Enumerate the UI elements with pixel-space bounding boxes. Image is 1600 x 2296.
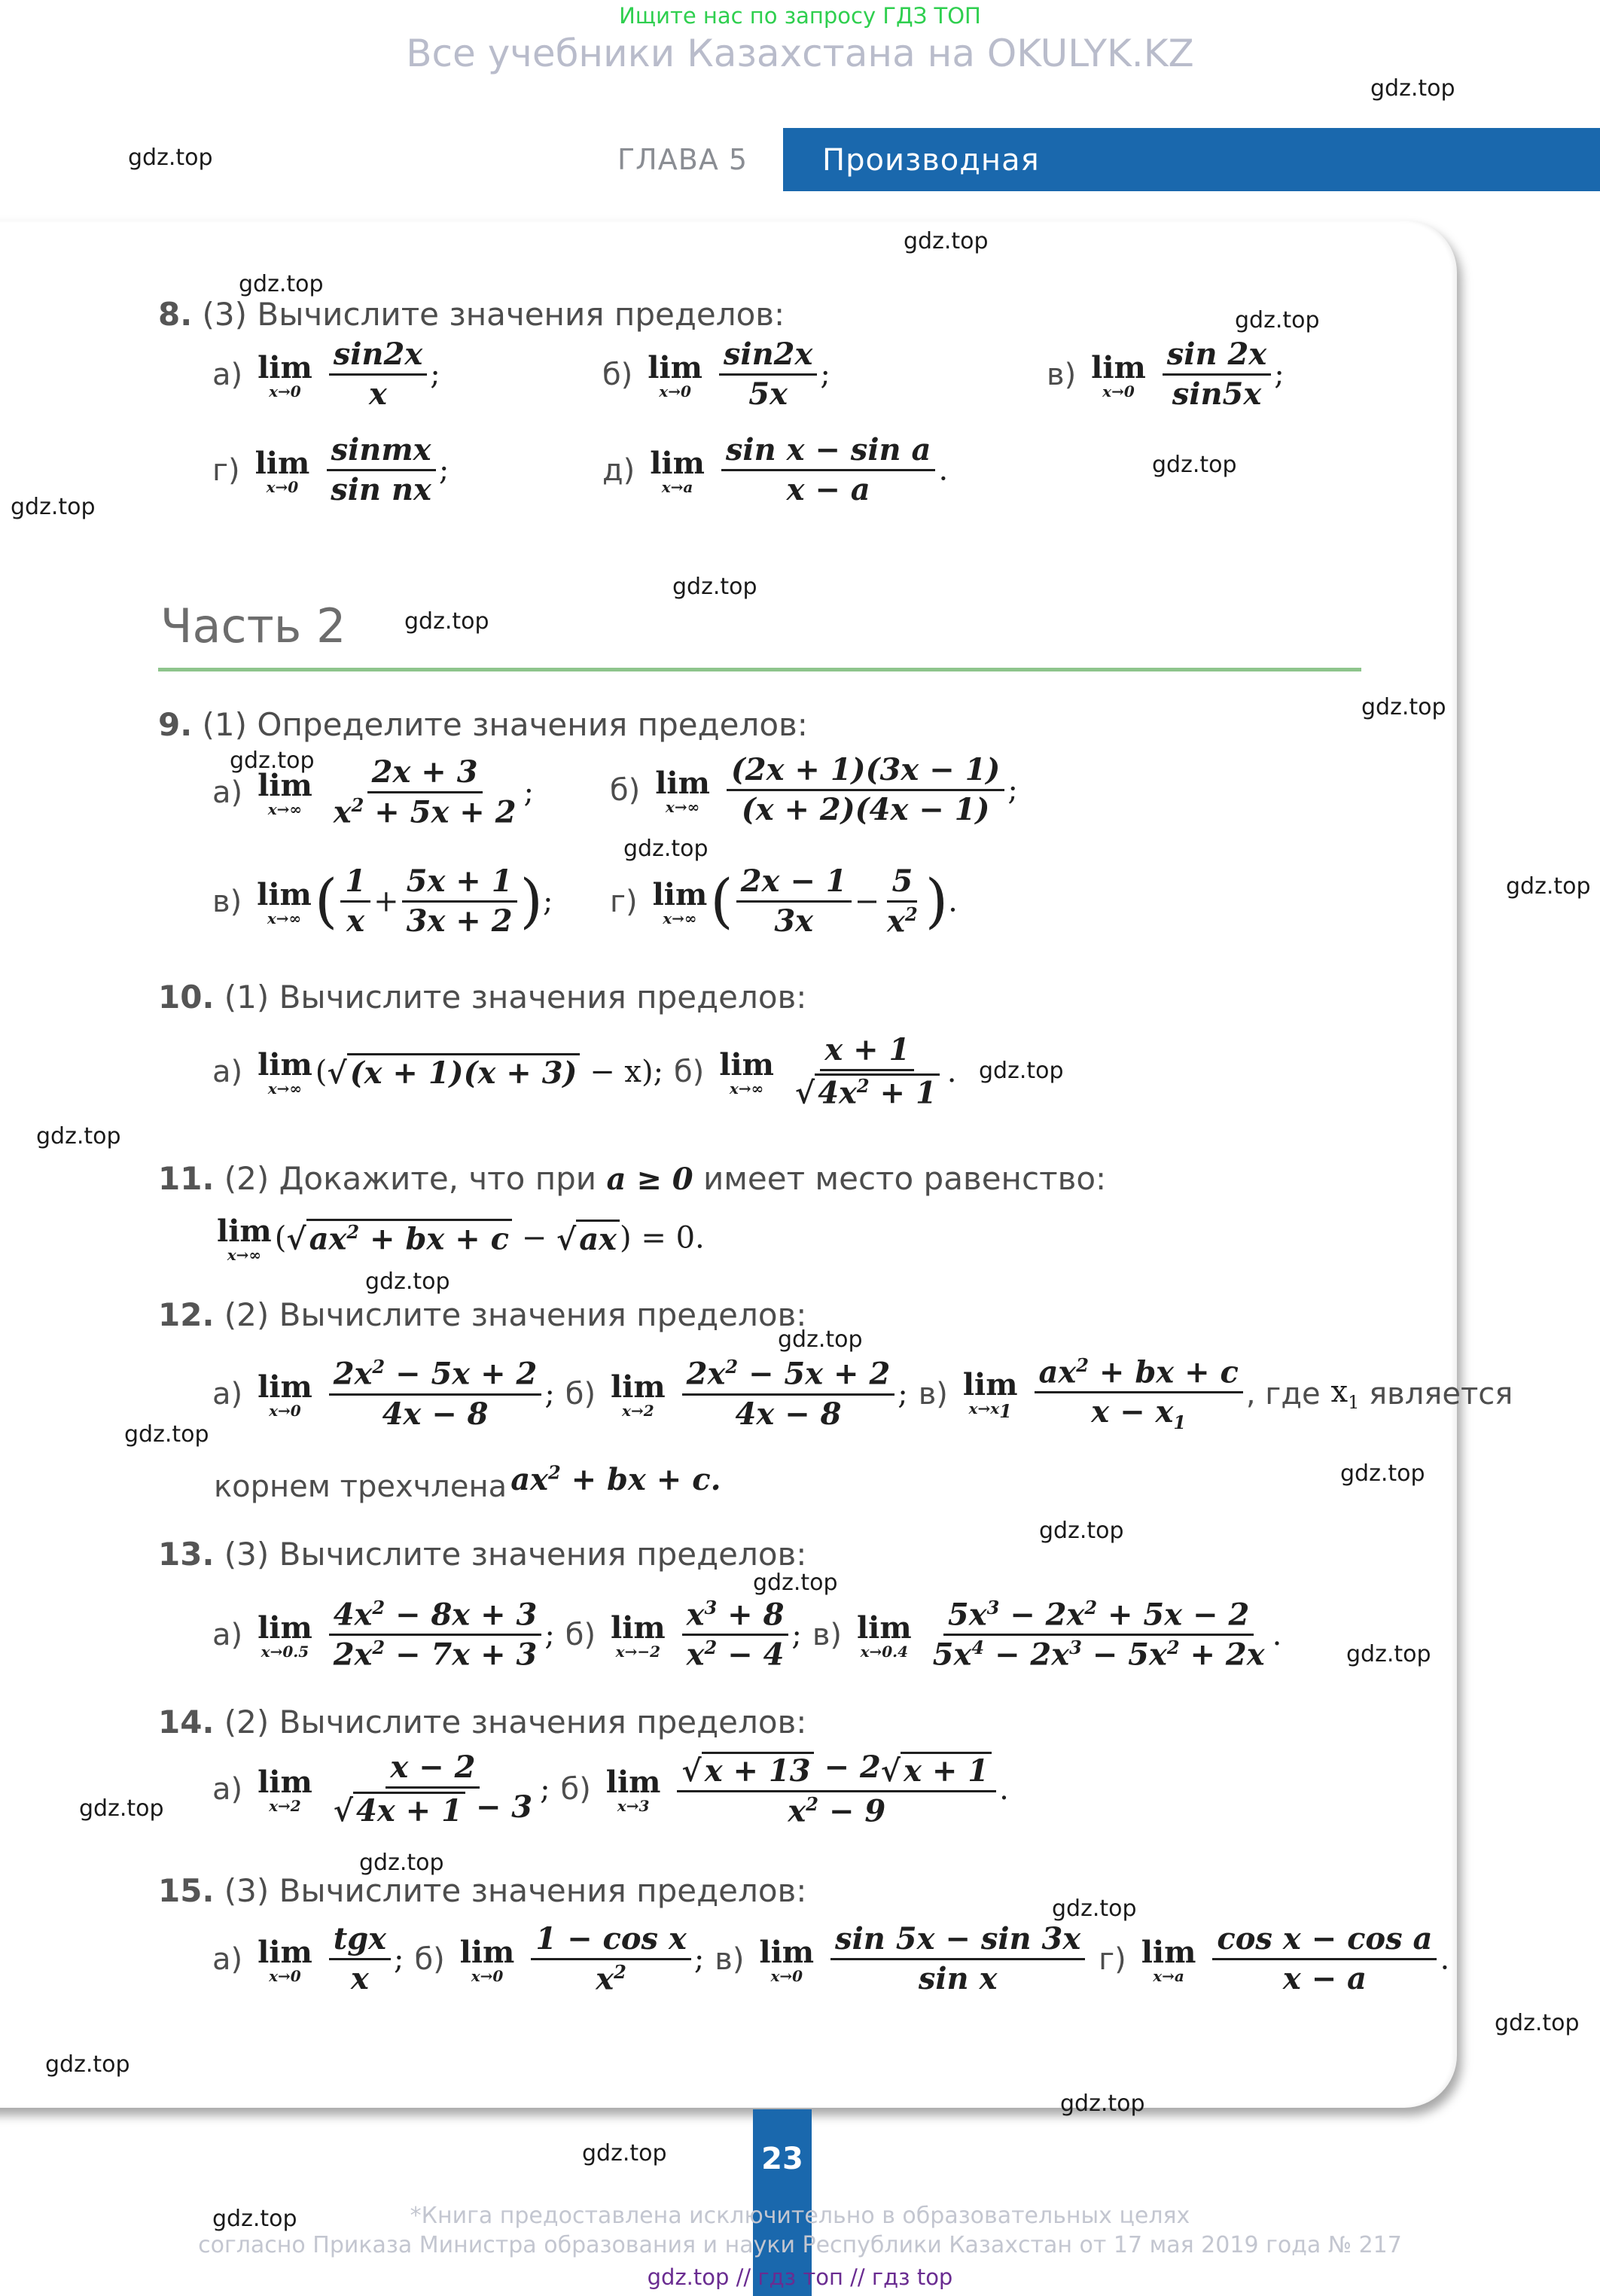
watermark: gdz.top	[404, 608, 489, 635]
label-d: д)	[602, 452, 635, 488]
task-number: 11.	[158, 1160, 215, 1197]
label-a: а)	[212, 1054, 243, 1089]
task-number: 13.	[158, 1536, 215, 1573]
label-v: в)	[1047, 357, 1077, 392]
label-a: а)	[212, 357, 243, 392]
watermark: gdz.top	[623, 836, 709, 862]
label-v: в)	[212, 884, 242, 919]
watermark: gdz.top	[124, 1421, 209, 1448]
watermark: gdz.top	[365, 1268, 450, 1295]
watermark: gdz.top	[672, 574, 757, 600]
watermark: gdz.top	[128, 145, 213, 171]
formula-9g: г) lim x→∞ ( $\frac{2x - 1}{3x}$ − $\frac{5}{x^2}$ ).	[610, 863, 958, 939]
watermark: gdz.top	[45, 2051, 130, 2078]
task-text: (2) Докажите, что при	[224, 1160, 597, 1197]
formula-8d: д) lim x→a $\frac{\text{sin x − sin a}}{x - a}$ .	[602, 432, 949, 507]
chapter-title: Производная	[822, 143, 1040, 178]
search-note: Ищите нас по запросу ГДЗ ТОП	[619, 3, 981, 29]
part-divider	[158, 668, 1361, 671]
task-text-after: имеет место равенство:	[702, 1160, 1107, 1197]
task-text: (2) Вычислите значения пределов:	[224, 1704, 807, 1740]
formula-8a: а) lim x→0 $\frac{\sin 2x}{x}$ ;	[212, 336, 440, 412]
label-b: б)	[674, 1054, 705, 1089]
task-15	[158, 1872, 806, 1909]
label-b: б)	[602, 357, 633, 392]
formula-11: lim x→∞ (√ $ax^2$ + bx + c − √ ax ) = 0.	[217, 1213, 705, 1264]
task-text: (3) Вычислите значения пределов:	[224, 1536, 807, 1573]
watermark: gdz.top	[212, 2206, 297, 2232]
label-a: а)	[212, 1376, 243, 1411]
task-9	[158, 706, 808, 743]
footer-links[interactable]: gdz.top // гдз топ // гдз top	[647, 2264, 953, 2290]
where-text: , где	[1245, 1376, 1321, 1411]
label-a: а)	[212, 1941, 243, 1977]
watermark: gdz.top	[753, 1570, 838, 1596]
task-14	[158, 1704, 806, 1740]
chapter-label: ГЛАВА 5	[617, 143, 748, 176]
task-12	[158, 1296, 806, 1333]
label-b: б)	[414, 1941, 445, 1977]
task-text: (3) Вычислите значения пределов:	[202, 296, 785, 333]
task-number: 14.	[158, 1704, 215, 1740]
formula-8g: г) lim x→0 $\frac{\text{sinmx}}{\text{sin nx}}$ ;	[212, 432, 450, 507]
formula-9b: б) lim x→∞ $\frac{(2x + 1)(3x - 1)}{(x + 2)(4x - 1)}$ ;	[610, 752, 1018, 827]
watermark: gdz.top	[359, 1850, 444, 1876]
watermark: gdz.top	[1506, 873, 1591, 900]
watermark: gdz.top	[979, 1058, 1064, 1084]
task-number: 10.	[158, 979, 215, 1016]
watermark: gdz.top	[1361, 694, 1446, 720]
formula-8v: в) lim x→0 $\frac{\sin 2x}{\sin 5x}$ ;	[1047, 336, 1285, 412]
task-number: 9.	[158, 706, 193, 743]
watermark: gdz.top	[1052, 1896, 1137, 1922]
label-b: б)	[565, 1617, 596, 1652]
task-12-root-line: корнем трехчлена $ax^2$ + bx + c.	[214, 1462, 721, 1504]
formula-9a: а) lim x→∞ $\frac{2x + 3}{x^2 + 5x + 2}$ ;	[212, 754, 535, 830]
task-11	[158, 1160, 1106, 1197]
task-text: (1) Вычислите значения пределов:	[224, 979, 807, 1016]
watermark: gdz.top	[778, 1326, 863, 1353]
task-number: 15.	[158, 1872, 215, 1909]
watermark: gdz.top	[1370, 75, 1455, 102]
label-g: г)	[610, 884, 638, 919]
watermark: gdz.top	[1340, 1460, 1425, 1487]
label-v: в)	[918, 1376, 948, 1411]
watermark: gdz.top	[36, 1123, 121, 1150]
task-13	[158, 1536, 806, 1573]
label-a: а)	[212, 775, 243, 810]
root-line-text: корнем трехчлена	[214, 1469, 507, 1504]
watermark: gdz.top	[1060, 2090, 1145, 2117]
watermark: gdz.top	[1495, 2010, 1580, 2036]
page-number: 23	[761, 2142, 803, 2176]
formula-14: а) lim x→2 $\frac{x - 2}{√ 4x + 1 - 3}$ ; б) lim x→3 $\frac{√ x + 13 - 2√ x + 1}{x^2 - 9}$ .	[212, 1749, 1009, 1829]
label-a: а)	[212, 1617, 243, 1652]
task-text: (3) Вычислите значения пределов:	[224, 1872, 807, 1909]
formula-12: а) lim x→0 $\frac{2x^2 - 5x + 2}{4x - 8}$ ; б) lim x→2 $\frac{2x^2 - 5x + 2}{4x - 8}$ ; в) lim $x\to x_1$ $\frac{ax^2 + bx + c}{x - x_1}$ , где $x_1$ является	[212, 1354, 1513, 1434]
part-title: Часть 2	[160, 598, 346, 653]
watermark: gdz.top	[11, 494, 96, 520]
root-text: является	[1369, 1376, 1513, 1411]
watermark: gdz.top	[79, 1795, 164, 1822]
label-b: б)	[560, 1771, 591, 1807]
label-v: в)	[812, 1617, 843, 1652]
watermark: gdz.top	[1039, 1518, 1124, 1544]
formula-15: а) lim x→0 $\frac{\text{tgx}}{x}$ ; б) lim x→0 $\frac{\text{1 − cos x}}{x^2}$ ; в) lim x→0 $\frac{\sin 5x - \sin 3x}{\text{sin x}}$ г) lim x→a $\frac{\text{cos x − cos a}}{x - a}$ .	[212, 1921, 1450, 1997]
formula-8b: б) lim x→0 $\frac{\sin 2x}{5x}$ ;	[602, 336, 830, 412]
label-v: в)	[715, 1941, 745, 1977]
label-b: б)	[610, 772, 641, 808]
footer-line-1: *Книга предоставлена исключительно в образовательных целях	[410, 2203, 1190, 2229]
task-8	[158, 296, 785, 333]
watermark: gdz.top	[239, 271, 324, 297]
task-text: (2) Вычислите значения пределов:	[224, 1296, 807, 1333]
watermark: gdz.top	[1152, 452, 1237, 478]
label-g: г)	[212, 452, 240, 488]
site-banner: Все учебники Казахстана на OKULYK.KZ	[406, 32, 1194, 75]
formula-10a: а) lim x→∞ (√ (x + 1)(x + 3) − x); б) lim x→∞ $\frac{x + 1}{√ 4x^2 + 1}$ .	[212, 1032, 957, 1111]
task-text: (1) Определите значения пределов:	[202, 706, 808, 743]
label-b: б)	[565, 1376, 596, 1411]
watermark: gdz.top	[230, 748, 315, 774]
label-g: г)	[1099, 1941, 1126, 1977]
footer-line-2: согласно Приказа Министра образования и науки Республики Казахстан от 17 мая 2019 года № 217	[198, 2232, 1402, 2258]
task-10	[158, 979, 806, 1016]
formula-13: а) lim x→0.5 $\frac{4x^2 - 8x + 3}{2x^2 - 7x + 3}$ ; б) lim x→−2 $\frac{x^3 + 8}{x^2 - 4}$ ; в) lim x→0.4 $\frac{5x^3 - 2x^2 + 5x - 2}{5x^4 - 2x^3 - 5x^2 + 2x}$ .	[212, 1597, 1282, 1673]
watermark: gdz.top	[1346, 1641, 1431, 1667]
watermark: gdz.top	[582, 2140, 667, 2167]
task-number: 12.	[158, 1296, 215, 1333]
condition: a ≥ 0	[606, 1162, 693, 1197]
label-a: а)	[212, 1771, 243, 1807]
task-number: 8.	[158, 296, 193, 333]
formula-9v: в) lim x→∞ ( $\frac{1}{x}$ + $\frac{5x + 1}{3x + 2}$ );	[212, 863, 553, 939]
watermark: gdz.top	[1235, 307, 1320, 333]
watermark: gdz.top	[904, 228, 989, 254]
